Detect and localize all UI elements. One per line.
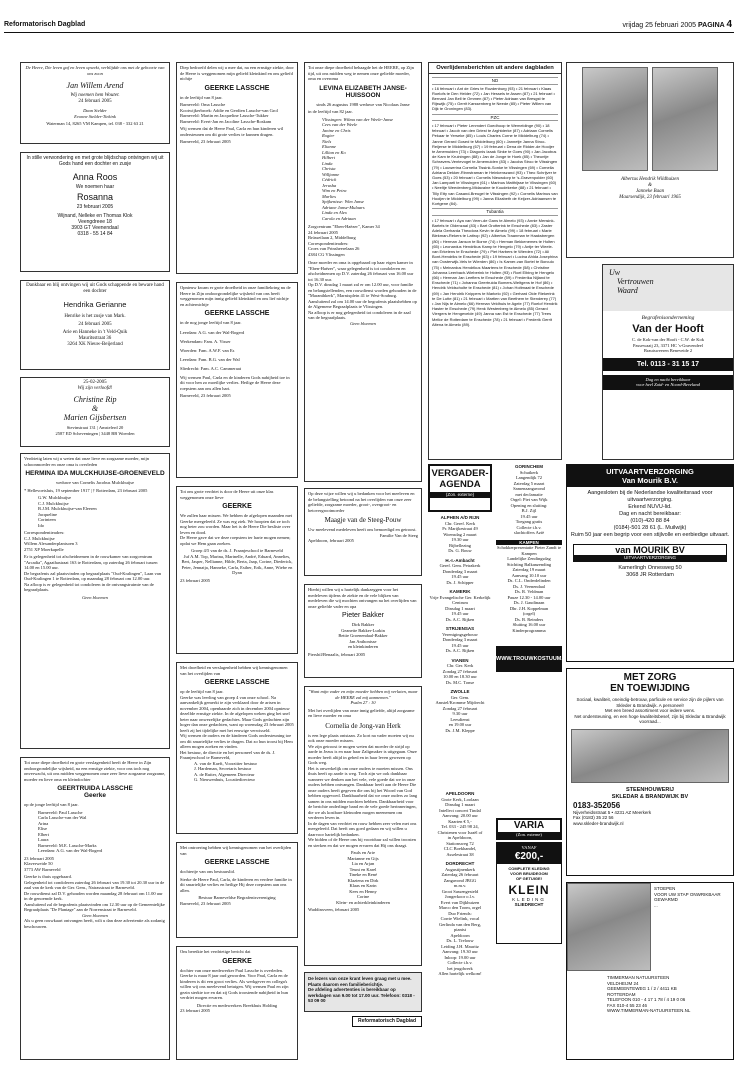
obituary-geerke-school [176, 662, 298, 834]
mourik-ad [566, 464, 734, 662]
announcement-engagement [20, 377, 170, 447]
parents: Daan Stelder Evonne Stelder-Tiekink [74, 108, 116, 119]
announcement-birth-1 [20, 62, 170, 144]
mourik-body: Aangesloten bij de Nederlandse kwaliteitsraad voor uitvaartverzorging. Erkend NUVU-lid. Dag en nacht bereikbaar: (010)-420 88 84 (0184)-501 28 61 (L. Muilwijk) Ruim 50 jaar een begrip voor een stijlvolle en eerbiedige uitvaart. [570, 490, 730, 538]
body: Er is gelegenheid tot afscheidnemen in de rouwkamer van zorgcentrum "Arcadia", Agaathastraat 163 te Rotterdam, op zaterdag 26 februari tussen 14.00 en 15.00 uur. De begrafenis zal plaatsvinden op begraafplaats "Oud-Kralingen", Laan van Oud-Kralingen 1 te Rotterdam, op maandag 28 februari om 12.00 uur. Na afloop is er gelegenheid tot condoleren in de ontvangstruimte van de begraafplaats. [24, 554, 161, 592]
agenda-item [428, 861, 492, 977]
footer: Piershil/Benaalis, februari 2005 [308, 651, 366, 657]
deceased-name: GEERTRUIDA LASSCHE Geerke [57, 785, 133, 799]
vdh-slogan-2: Vertrouwen [617, 277, 654, 286]
intro: Met het overlijden van onze innig geliefde, altijd zorgzame en lieve moeder en oma [308, 707, 415, 718]
mourik-logo-name: van MOURIK BV [615, 545, 685, 555]
obituary-geerke-board [176, 842, 298, 938]
klein-lines: COMPLETE KLEDING VOOR BRUIDEGOM OF GETUIGE! [508, 865, 550, 881]
intro: Ons bereikte het verdrietige bericht dat [180, 949, 251, 954]
klein-kleding: KLEDING [512, 896, 546, 902]
page-label: PAGINA [698, 22, 725, 29]
addresses: Stevinstraat 131 | Amstelerd 20 2587 ED Scheveningen | 3448 BB Woerden [55, 425, 135, 436]
child-name: Jan Willem Arend [66, 81, 124, 90]
body: Uw meelevend medeleven heeft ons bemoedigd en getroost. [308, 527, 417, 532]
stairs-photo [567, 883, 651, 971]
agenda-item [428, 558, 492, 586]
footer: Geen bloemen [82, 912, 108, 918]
paper-name: Reformatorisch Dagblad [4, 21, 86, 28]
address: Waterman 14, 8265 VM Kampen, tel. 038 - 332 63 21 [46, 121, 144, 126]
intro: Met ontroering hebben wij kennisgenomen van het overlijden van [180, 845, 292, 856]
deceased-name: GEERKE LASSCHE [204, 310, 270, 317]
vdh-availability: Dag en nacht bereikbaar voor heel Zuid- en Noord-Beveland [603, 375, 733, 390]
body: Geerke was leerling van groep 4 van onze school. Na aanvankelijk gemerkt te zijn verklaard door de artsen in november 2004, openbaarde zich in december 2004 opnieuw dezelfde ernstige ziekte. In de afgelopen weken ging het snel beter naar onwezelijke gedachtes. Maar Gods gedachten zijn hoger dan onze gedachten, want op woensdag 23 februari 2005 heeft zij het tijdelijke met het eeuwige verwisseld. Wij wensen de ouders en de kinderen Gods ondersteuning toe om dit smartelijke verlies te dragen. Dat zo hun troost bij Hem alleen mogen zoeken en vinden. Het bestuur, de directie en het personeel van de ds. J. Fraanjeschool te Barneveld, [180, 694, 294, 760]
mourik-logo [573, 544, 727, 562]
anniversary-photos [570, 67, 730, 171]
footer: Apeldoorn, februari 2005 [308, 538, 354, 543]
vdh-sub: C. de Kok-van der Hooft - C.W. de Kok Passewaaij 23, 3371 HC 's-Gravendeel Brautsweeren Beneveide 2 [632, 337, 704, 353]
source-text-pzc: • 17 februari • Pieter Lenmdert Goedhoop te Wemeldinge (90) • 18 februari • Jacob van den Driest te Arghtderke (87) • Adriaan Cornelis Pekaar te Yerseke (85) • Louis Charles Corne te Middelburg (74) • Janne Gerard Gosed te Middelburg (60) • Jannetje Janna Stroo-Reijerse te Middelburg (67) • 19 februari • Dena de Ridder-de Hooijer te Arnemuiden (73) • Diagonis Izaak Sinke te Goes (90) • Jan Jacobus de Kam te Kruiningen (88) • Jan de Jonge te Hoek (85) • Theuntje Schravers-Ventevogel te Arnemuiden (83) • Jacoba Stroo te Vlissingen (79) • Louwerina Cornelia Tissink-Sonke te Vlissingen (69) • Cornelia Adriana Dekker-Rinnstraman te Heinkenszand (93) • Theo Schrijver te Goes (53) • 20 februari • Cornelis Nieuwdorp te 's-Gravenpolder (60) Jan Lamparti te Vlissingen (61) • Marinus Matthijsse te Vlissingen (60) • Neeltje Weedenberg-Midavaine te Koudekerke (88) • 21 februari • Tilly Etty van Casand-Breugel te Vlissingen (92) • Cornelis Marinus van Hooijen te Middelburg (99) • Janna Elizabeth de Keijzer-Adriaansen te Kortgene (84). [432, 123, 558, 207]
age: in de leeftijd van 8 jaar. [180, 94, 223, 100]
intro: Hierbij willen wij u hartelijk dankzeggen voor het medeleven tijdens de ziekte en de vele blijken van medeleven die wij mochten ontvangen na het overlijden van onze geliefde vader en opa [308, 587, 417, 609]
intro: Tot ons grote verdriet is door de Heere uit onze klas weggenomen onze lieve [180, 489, 274, 500]
masthead [4, 21, 304, 31]
signatories: A. van de Kaeft, Voorzitter bestuur J. Hardeman, Secretaris bestuur A. de Ruiter, Algemeen Directeur G. Nieuwenhuis, Locatiedirecteur [194, 760, 257, 782]
age: in de nog jonge leeftijd van 8 jaar. [180, 320, 242, 325]
age: op de leeftijd van 8 jaar. [180, 689, 224, 694]
agenda-detail: Geref. Gem. Petrakerk Donderdag 3 maart 19.45 uur Ds. J. Schipper [439, 563, 481, 585]
deceased-name: GEERKE LASSCHE [204, 859, 270, 866]
intro: Tot onze diepe droefheid behaagde het de HEERE, op Zijn tijd, uit ons midden weg te nemen onze geliefde moeder, oma en overoma [308, 65, 414, 81]
parents: Arie en Hanneke in 't Veld-Quik Mauritsstraat 36 3264 XK Nieuw-Beijerland [62, 330, 128, 347]
roepnaam: Henrike is het zusje van Mark. [64, 314, 126, 319]
thanks-de-jong [304, 686, 422, 966]
widow-of: sinds 26 augustus 1988 weduwe van Nicolaas Janse [316, 101, 410, 107]
agenda-right [496, 464, 562, 640]
agenda-detail: Chr. Geref. Kerk Pr. Marijkestraat 49 Woensdag 2 maart 19.30 uur Bijbellezing Ds. G. Bouw [442, 520, 478, 553]
roepnaam: Wij noemen hem Wouter. [70, 93, 120, 98]
agenda-detail: Schokkerpresentatie Pieter Zandt te Kampen Landelijke Zendingsdag Stichting Balkanzending Zaterdag 19 maart Aanvang 10.10 uur Ds. C.L. Onderdelinden Ds. J. Veenendaal Ds. R. Veldman Pauze 12.30 - 14.00 uur Ds. J. Gaudinaan Dhr. J.H. Koppelman (orgel) Ds. B. Reinders Sluiting 16.00 uur Kinderprogramma [496, 545, 562, 633]
agenda-detail: Chr. Ger. Kerk Zondag 27 februari 10.00 en 18.30 uur Ds. M.C. Tonse [442, 663, 478, 685]
mourik-logo-sub: UITVAARTVERZORGING [574, 555, 726, 561]
agenda-detail: Ger. Gem. Amstel/Kromme Mijdrecht Zondag 27 februari 9.30 uur Leesdienst en 19.00 uur Ds. J.M. Kleppe [435, 694, 485, 733]
steenhouwerij-ad [566, 668, 734, 876]
intro: Verdrietig laten wij u weten dat onze lieve en zorgzame moeder, mijn schoonmoeder en onze oma is overleden [24, 456, 149, 467]
body: is een lege plaats ontstaan. Zo kort na vader moeten wij nu ook onze moeder missen. We zijn getroost te mogen weten dat moeder de strijd op aarde in Jezus is en naar haar Zaligmaker is uitgegaan. Onze moeder heeft altijd in gebed en in haar leven gewezen op Gods weg. Het is onwerkelijk om onze ouders te moeten missen. Ons thuis heeft op aarde is weg. Toch zijn we ook dankbaar wanneer we denken aan het vele, vele goede dat we in onze ouders hebben ontvangen. Dankbaar heeft aan de Heere Die onze ouders heeft gegeven die ons bij het Woord van God hebben opgevoed. Dankbaarheid dat we onze ouders zo lang samen in ons midden mochten hebben. Dankbaarheid voor de berichte onderlinge band en de vele goede herinneringen, die we als kostbare kleinoden mogen meenemen om verderen leven in. In de dagen van verdriet en rouw hebben zeer velen met ons meegeleefd. Dat heeft ons goed gedaan en wij willen u daarvoor hartelijk bedanken. We bidden of de Heere ons bij voortduur zal willen troosten en sterken en dat we mogen ervaren dat Hij ons draagt. [308, 732, 418, 848]
age: op de jonge leeftijd van 8 jaar. [24, 802, 79, 807]
intro: Met droefheid en verslagenheid hebben wij kennisgenomen van het overlijden van [180, 665, 288, 676]
klein-price: €200,- [514, 850, 544, 862]
overlijdens-body [429, 74, 561, 329]
agenda-item [428, 515, 492, 554]
deceased-name: LEVINA ELIZABETH JANSE-HUISSOON [319, 84, 407, 99]
steen-headline: MET ZORG EN TOEWIJDING [610, 672, 690, 694]
agenda-header [428, 464, 492, 512]
tail: Als u geen rouwkaart ontvangen heeft, wilt u dan deze advertentie als zodanig beschouwen. [24, 918, 165, 929]
agenda-place: ZWOLLE [450, 689, 470, 694]
verse: De Heere, Die leven gaf en leven opwekt, verblijdde ons met de geboorte van ons zoon [25, 65, 165, 76]
intro: Opnieuw kwam er grote droefheid in onze familiekring nu de Heere in Zijn ondoorgrondelijke wijsheid van ons heeft weggenomen mijn innig geliefd kleinkind en ons lief nichtje en achternichtje [180, 285, 291, 307]
obituary-janse-huissoon [304, 62, 422, 482]
obituary-geerke-employer [176, 946, 298, 1060]
child-name-2: Rosanna [76, 192, 114, 202]
signatory: Bestuur Barneveldse Begrafenisvereniging [198, 895, 276, 900]
agenda-place: GORINCHEM [515, 464, 543, 469]
timmerman-ad [566, 882, 734, 1060]
mourik-title: UITVAARTVERZORGING Van Mourik B.V. [567, 465, 733, 487]
steen-body: Sociaal, kwaliteit, oneindig-betrouw, parficule en service zijn de pijlers van Skleder & Brandwijk. A personeel! Met een breed assortiment voor iedere wens. Net ondersteuning, en een hoge kwaliteitsbesef, zijn bij Skledar & Brandwijk voorraad... [574, 697, 726, 724]
header-rule [4, 32, 734, 33]
family: Pauls en Arie Marianne en Gijs Lia en Arjan Teuni en Karel Tineke en René Klaziena en Dirk Klaas en Karin Kees en Henny Corine Klein- en achterkleinkinderen [336, 850, 390, 905]
agenda-item [496, 540, 562, 634]
footer: Barneveld, 23 februari 2005 [180, 900, 231, 906]
agenda-place: APELDOORN [445, 791, 475, 796]
agenda-place: VIANEN [451, 657, 469, 663]
body: dochter van onze medewerker Paul Lassche is overleden. Geerke is maar 8 jaar oud geworden. Voor Paul, Carla en de kinderen is dit een groot verlies. Als werkgever en collega's willen wij ons meelevend betuigen. Wij wensen Paul en zijn gezin sterkte toe en dat zij Gods troostende nabijheid in hun verdriet mogen ervaren. [180, 967, 289, 1000]
obituary-geerke-grandma [176, 62, 298, 274]
wish: Wij wensen dat de Heere Paul, Carla en hun kinderen wil ondersteunen om dit grote verlies te kunnen dragen. [180, 126, 284, 137]
signatories: Groep 4/5 van de ds. J. Fraanjeschool te Barneveld Juf A.M. Top, Marina, Marinelle, André, Eduard, Annelies, Bert, Jasper, Nellianne, Hilde, Berta, Jaap, Corine, Diederick, Peter, Jennatja, Hanneke, Carla, Esther, Erik, Anne, Wiebe en Dyan [181, 548, 293, 575]
vdh-name: Van der Hooft [632, 323, 704, 335]
agenda-item [428, 626, 492, 654]
overlijdens-column [428, 62, 562, 460]
verse: "Want mijn vader en mijn moeder hebben mij verlaten, maar de HEERE zal mij aannemen." Psalm 27 : 10 [308, 689, 418, 705]
vdh-slogan-3: Waard [617, 286, 638, 295]
vdh-slogan [603, 265, 733, 311]
signatory: Directie en medewerkers Breekhuis Holding [196, 1002, 278, 1008]
klein-brand: KLEIN [508, 882, 550, 897]
anniversary-caption: Albertus Hendrik Wildhuizen & Janneke Baan Maarsendijk, 23 februari 1965 [619, 177, 681, 200]
source-text-nd: • 16 februari • Ant de Gries te Rozdenburg (93) • 21 februari • Klaas Roelofs te Den Helder (72) • Jan Hessels te Assen (87) • 21 februari • Bernard Jan Bell te Ommen (87) • Pieter Adriaan van Bresgst te Rijswijk (75) • Gerrit Karssenberg te Neede (85) • Pieter Willem van Dijk te Groningen (83). [432, 85, 555, 112]
intro: Diep bedroefd delen wij u mee dat, na een ernstige ziekte, door de Heere is weggenomen mijn geliefd kleinkind en ons geliefd nichtje [180, 65, 294, 81]
overlijdens-title: Overlijdensberichten uit andere dagbladen [429, 63, 561, 74]
agenda-detail: Grote Kerk, Loolaan Dinsdag 1 maart Intellect concert Tindal Aanvang: 20.00 uur Kaarten € 5,- Tel. 033 - 245 98 24, Christenen voor Israël of in Apeldoorn, Stationsweg 72 CLC Boekhandel, Asselestraat 38 [437, 796, 483, 857]
agenda-item [496, 464, 562, 536]
agenda-place: KAMERIK [449, 589, 471, 594]
klein-price-banner [497, 843, 561, 864]
header-right [560, 19, 732, 31]
footer: 23 februari 2005 [180, 577, 210, 583]
agenda-item [428, 689, 492, 733]
announcement-birth-3 [20, 280, 170, 370]
obituary-lassche-family [20, 757, 170, 1060]
trouwkostuum-url: WWW.TROUWKOSTUUM.COM [496, 656, 576, 662]
age: in de leeftijd van 82 jaar. [308, 109, 353, 114]
naming: We noemen haar [75, 184, 115, 190]
agenda-left [428, 515, 492, 1060]
house-ad-logo-block [352, 1016, 422, 1030]
deceased-name: Pieter Bakker [341, 612, 385, 619]
parents: Wijnand, Nelleke en Thomas Klok Veengdreee 18 3903 GT Veenendaal 0318 - 55 14 84 [57, 213, 133, 237]
deceased-name: Cornelia de Jong-van Herk [325, 721, 401, 730]
footer: Barneveld, 23 februari 2005 [180, 393, 231, 398]
date: 24 februari 2005 [78, 322, 112, 327]
agenda-detail: Verenigingsgebouw Donderdag 3 maart 19.45 uur Ds. A.C. Rijken [442, 631, 478, 653]
deceased-name: HERMINA IDA MULCKHUIJSE-GROENEVELD [25, 470, 165, 477]
correspondence: Zorgcentrum "Eben-Haëzer", Kamer 34 24 februari 2005 Brüsseilaan 2, Middelburg Correspondentieadres: Croes van Prinsheerelaan 26 4384 CG Vlissingen [308, 224, 380, 257]
family: Dirk Bakker Geanette Bakker-Lurkin Bettie Groenendaal-Bakker Jan Anthonisse en kleinkinderen [338, 622, 388, 649]
obituary-mulckhuijse [20, 453, 170, 749]
klein-town: SLIEDRECHT [514, 902, 544, 907]
correspondence: Correspondentieadres: C.J. Mulckhuijse Willem Alexanderplantsoen 3 2751 XP Moerkapelle [24, 530, 78, 552]
steen-phone: 0183-352056 [573, 800, 621, 810]
van-der-hooft-ad [602, 264, 734, 460]
footer: 23 februari 2005 [180, 1008, 210, 1013]
timmerman-footer: TIMMERMAN NATUURSTEEN VELDHEIJM 24 GEEMEENTEWEG 1 / 2 / 4411 KB ROTTERDAM TELEFOON 010 - 4 17 1 78 / 4 19 0 06 FAX 010-4 55 23 46 WWW.TIMMERMAN-NATUURSTEEN.NL [607, 975, 691, 1013]
family: Barneveld: Paul Lassche Carla Lassche-van der Wal Arina Elise Elbert Laura Barneveld: M.E. Lassche-Marks Leerdam: A.G. van der Wal-Bogerd [38, 809, 103, 853]
date: 24 februari 2005 [78, 99, 112, 104]
couple-names: Christine Rip & Marien Gijsbertsen [63, 395, 127, 422]
agenda-detail: Schutkerk Langendijk 72 Zaterdag 5 maart Samenzangavond met declamatie Orgel: Piet van Wijk Opening en sluiting: B.J. Zijl 19.45 uur Toegang gratis Collecte t.b.v. slachtoffers Azië [510, 469, 548, 535]
thanks-van-de-steeg [304, 488, 422, 576]
agenda-place: STRIJENSAS [445, 626, 475, 631]
source-label-tubantia: Tubantia [432, 208, 558, 216]
headstone-photo [571, 729, 729, 783]
steen-brand: STEENHOUWERIJ SKLEDAR & BRANDWIJK BV [611, 786, 689, 800]
deceased-name: GEERKE [222, 957, 252, 965]
body: Sterke de Heere Paul, Carla, de kinderen en verdere familie in dit smartelijke verlies en heilige Hij deze roepstem aan ons allen. [180, 876, 292, 893]
dates: * Hellevoetsluis, 19 september 1917 | † Rotterdam, 23 februari 2005 [24, 487, 148, 493]
page-number: 4 [726, 19, 732, 30]
agenda-place: KAMPEN [496, 540, 562, 546]
klein-vanaf: VANAF [521, 845, 537, 850]
child-name: Hendrika Gerianne [63, 300, 127, 309]
child-name: Anna Roos [72, 172, 118, 182]
anniversary-ad [566, 62, 734, 258]
intro: Op deze wijze willen wij u bedanken voor het meeleven en de belangstelling betoond na het overlijden van onze zeer geliefde, zorgzame moeder, groot-, overgroot- en betovergrootmoeder [308, 491, 415, 513]
announcement-birth-2 [20, 152, 170, 272]
source-label-pzc: PZC [432, 114, 558, 122]
footer: Geen bloemen [350, 320, 376, 326]
varia-header [496, 818, 562, 840]
relation: dochtertje van ons bestuurslid. [180, 869, 235, 874]
varia-title: VARIA [513, 820, 545, 831]
obituary-geerke-class [176, 486, 298, 654]
family: G.W. Mulckhuijse C.J. Mulckhuijse B.J.M. Mulckhuijse-van Eleeren Jacqueline Corinteen Ido [38, 495, 97, 528]
house-ad-text: De lezers van onze krant leven graag met u mee. Plaats daarom een familieberichtje. De afdeling advertenties is bereikbaar op werkdagen van 9.00 tot 17.00 uur. Telefoon: 0318 - 53 09 00 [308, 976, 415, 1003]
klein-ad [496, 842, 562, 944]
agenda-place: ALPHEN A/D RIJN [440, 515, 480, 520]
agenda-item [428, 791, 492, 857]
body: Onze moeder en oma is opgebaard op haar eigen kamer in "Eben-Haëzer", waar gelegenheid is tot condoleren en afscheidnemen op D.V. zaterdag 26 februari van 16.00 uur tot 16.30 uur. Op D.V. dinsdag 1 maart zal er om 12.00 uur, voor familie en belangstellenden, een rouwdienst worden gehouden in de "Maranthkerk", Marnixplein 41 te West-Souburg. Aansluitend zal om 14.00 uur de begrafenis plaatshebben op de Algemene Begraafplaats te Vlissingen. Na afloop is er nog gelegenheid tot condoleren in de zaal van de begraafplaats. [308, 260, 417, 320]
source-label-nd: ND [432, 77, 558, 85]
deceased-name: Maagje van de Steeg-Pouw [324, 516, 402, 524]
family: Leerdam: A.G. van der Wal-Bogerd Werkendam: Fam. A. Visser Woerden: Fam. A.W.F. van Es Leerdam: Fam. B.G. van der Wal Sliedrecht: Fam. A.C. Cammeraat [180, 329, 245, 371]
couple-photo-2005 [652, 67, 718, 171]
intro: Wij zijn verloofd! [77, 386, 113, 391]
house-ad-logo: Reformatorisch Dagblad [352, 1016, 422, 1027]
body: Geerke is thuis opgebaard. Gelegenheid tot condoleren zaterdag 26 februari van 19.30 tot 20.30 uur in de zaal van de kerk van de Ger. Gem., Nairasstraat te Barneveld. De rouwdienst zal D.V. gehouden worden maandag 28 februari om 11.00 uur in de genoemde kerk. Aansluitend zal de begrafenis plaatsvinden om 12.30 uur op de Gemeentelijke Begraafplaats "De Plantage" aan de Norrenstraat te Barneveld. [24, 874, 165, 912]
agenda-place: H.-I.-Ambacht [445, 557, 475, 563]
date: 25-02-2005 [83, 380, 107, 385]
family: Barneveld: Oma Lassche Kootwijkerbroek: Addie en Gerdien Lassche-van Grol Barneveld: Martin en Jacqueline Lassche-Tukker Barneveld: Evert-Jan en Jacoline Lassche-Roskam [180, 102, 278, 124]
house-ad [304, 972, 422, 1012]
trouwkostuum-ad [496, 646, 576, 672]
footer: Geen bloemen [82, 594, 108, 600]
footer: Barneveld, 23 februari 2005 [180, 139, 231, 144]
deceased-name: GEERKE LASSCHE [204, 679, 270, 686]
address: 23 februari 2005 Klaverweide 50 3773 AW Barneveld [24, 855, 61, 872]
family: Vlissingen: Wilma van der Weele-Janse Cees van der Weele Janine en Chris Rogier Niels Elianne Lillian en Ko Hilbert Linda Christa Willjanne Cédrick Jerusha Wim en Petra Marlies Spijkenisse: Wim Janse Adriane Janse-Mulaars Linda en Alex Carola en Adriaan [322, 116, 394, 221]
deceased-name: GEERKE LASSCHE [204, 84, 270, 92]
obituary-geerke-leerdam [176, 282, 298, 478]
timmerman-top [567, 883, 733, 971]
thanks-bakker [304, 584, 422, 678]
header-date: vrijdag 25 februari 2005 [622, 22, 697, 29]
vdh-kind: Begrafenisonderneming [641, 315, 695, 321]
deceased-name: GEERKE [222, 503, 252, 510]
timmerman-text: STOEPEN VOOR UW STAP ONWRIKBAAR GEWARMD ... [654, 886, 721, 908]
intro: Dankbaar en blij ontvingen wij uit Gods schappende en beware hand een dochter [26, 283, 164, 294]
vdh-phone: Tel. 0113 - 31 15 17 [603, 358, 733, 371]
intro: Tot onze diepe droefheid en grote verslagenheid heeft de Heere in Zijn ondoorgrondelijke wijsheid, na een ernstige ziekte, voor ons toch nog onverwacht, uit ons midden weggenomen onze zeer lieve zorgzame zorgzame, moeder en lieve oma en kleindochter [24, 760, 166, 782]
varia-sub: (Zon. externe) [498, 832, 560, 838]
agenda-place: DORDRECHT [445, 861, 475, 866]
footer: Waddinxveen, februari 2005 [308, 907, 360, 912]
couple-photo-1965 [582, 67, 648, 171]
agenda-sub: (Zon. externe) [430, 492, 490, 498]
intro: In stille verwondering en met grote blijdschap ontvingen wij uit Gods hand een dochter en zusje [26, 155, 164, 167]
vdh-slogan-1: Uw [609, 268, 621, 277]
body: We zullen haar missen. We hebben de afgelopen maanden met Geerke meegeleefd. Ze was erg ziek. We hoopten dat ze toch nog beter zou worden. Maar het is de Heere Die besliste over leven en dood. De Heere gave dat we deze roepstem ter harte mogen nemen; opdat we Hem gaan zoeken. [180, 513, 293, 546]
agenda-detail: Vrije Evangelische Ger. Kerkelijk Centrum Dinsdag 1 maart 19.45 uur Ds. A.C. Rijken [429, 594, 491, 622]
mourik-address: Kamerlingh Onnesweg 50 3068 JR Rotterdam [618, 564, 682, 578]
agenda-item [428, 658, 492, 686]
agenda-detail: Augustijnenkerk Zaterdag 26 februari Zangavond JBGG m.m.v. Groot Sassengesteld Jongerkoor o.l.v. Evert van Dijkhuizen Marco den Toom, orgel Duo Friends: Corrie Wielink, vocal Gerlinda van den Berg, pianist Apeldoorn Ds. L. Trelouw Letding J.H. Mauritz Aanvang: 19.30 uur Inloop: 19.00 uur Collecte t.b.v. het jeugdwerk Allen hartelijk welkom! [438, 866, 482, 976]
agenda-title: VERGADER- AGENDA [431, 468, 489, 490]
widow-of: weduwe van Cornelis Jacobus Mulckhuijse [56, 480, 134, 485]
signatory: Familie Van de Steeg [379, 532, 418, 538]
wish: Wij wensen Paul, Carla en de kinderen Gods nabijheid toe in dit voor hen zo moeilijke verlies. Heilige de Heere deze roepstem aan ons allen hart. [180, 374, 290, 391]
agenda-item [428, 589, 492, 622]
steen-address: Nijverheidsstraat 5 • 4231 AZ Meerkerk Fax (0183) 35 22 56 www.skleder-brandwijk.nl [573, 809, 652, 826]
date: 23 februari 2005 [76, 204, 114, 210]
source-text-tubantia: • 17 februari • Aya van Veen-de Gans te Almelo (93) • Annie Mensink-Bartels te Oldenzaal (83) • Bart Grotterink te Enschede (83) • Zaster Adela Gerharda Theodora Kevin te Almelo (99) • 18 februari • Marie Blekman-Rekers te Lattrop (92) • Albertus Traanman te Haaksbergen (80) • Herman Janson te Borne (74) • Herman Bekkenemes te Holten (65) • Leonardus Hendrikus Kamp te Hengelo (79) • Antje ter Weele-van Erkelens te Enschede (79) • Piet Harbers te Wierden (72) • Ali Bont-Hendriks te Enschede (63) • 19 februari • Lucina Ahlda Josephina van Oosterwijk-Vels te Wierden (86) • Is Kamer-van Bortel te Borculo (75) • Meinardus Hendrikus Maartens te Enschede (58) • Christine Johanna Leerbach-Wieberink te Holten (93) • Roel Elbing te Hengelo (66) • Herman Jan Leeflers te Enschede (59) • Frederika Nijland te Enschede (71) • Johanna Geertruida Bomers-Weltgens te Hof (86) • Hendrik Veldscholte te Enschede (81) • Johan Holtmaat te Enschede (69) • Jan Hendrik Knippers te Markelo (92) • Gerhard Olde Riekerink te De Lutte (81) • 21 februari • Martien van Beethem te Stenderey (77) • Jan Nijs te Almelo (66) Herman Veldhuis te Agele (77) Roelof Hendrik Haster te Enschede (79) Henk Westenberg te Almelo (85) Gerard Viergers te Hengevelde (49) Janna van Est te Enschede (77) Trees Mellor de Rotterdam te Enschede (78) • 21 februari • Frederik Gerrit Altena te Almelo (89). [432, 217, 558, 327]
